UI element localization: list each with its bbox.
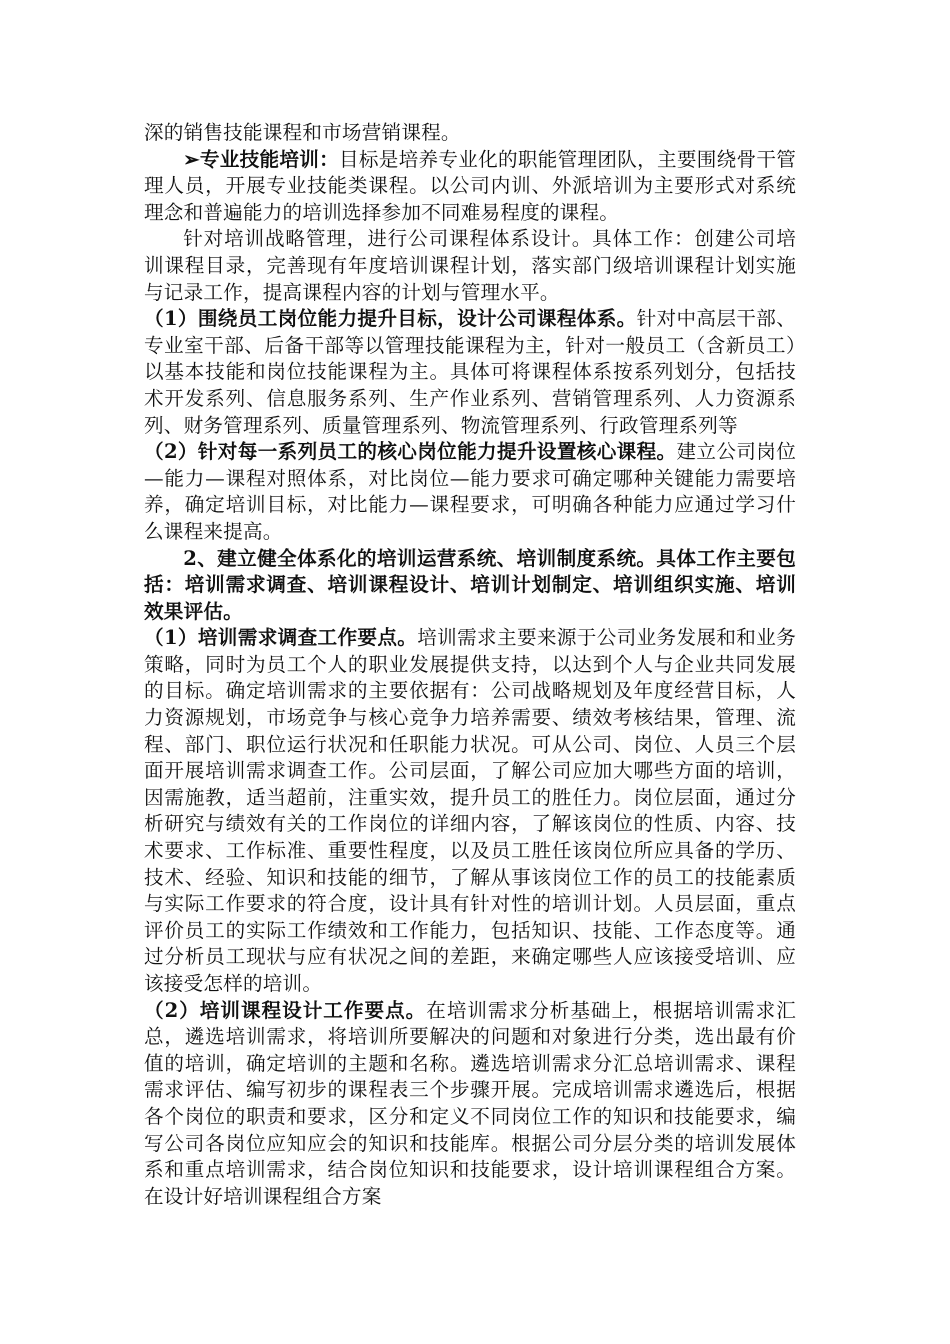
- paragraph-4: [144, 306, 796, 439]
- paragraph-4-text: 针对中高层干部、专业室干部、后备干部等以管理技能课程为主，针对一般员工（含新员工）以基本技能和岗位技能课程为主。具体可将课程体系按系列划分，包括技术开发系列、信息服务系列、生产作业系列、营销管理系列、人力资源系列、财务管理系列、质量管理系列、物流管理系列、行政管理系列等: [144, 307, 796, 437]
- paragraph-5: [144, 439, 796, 545]
- paragraph-8-text: 在培训需求分析基础上，根据培训需求汇总，遴选培训需求，将培训所要解决的问题和对象进行分类，选出最有价值的培训，确定培训的主题和名称。遴选培训需求分汇总培训需求、课程需求评估、编写初步的课程表三个步骤开展。完成培训需求遴选后，根据各个岗位的职责和要求，区分和定义不同岗位工作的知识和技能要求，编写公司各岗位应知应会的知识和技能库。根据公司分层分类的培训发展体系和重点培训需求，结合岗位知识和技能要求，设计培训课程组合方案。在设计好培训课程组合方案: [144, 998, 796, 1208]
- document-body: [144, 120, 796, 1210]
- paragraph-2: [144, 147, 796, 227]
- paragraph-4-heading: （1）围绕员工岗位能力提升目标，设计公司课程体系。: [144, 307, 637, 331]
- paragraph-6-heading: 2、建立健全体系化的培训运营系统、培训制度系统。具体工作主要包括：培训需求调查、培训课程设计、培训计划制定、培训组织实施、培训效果评估。: [144, 546, 796, 623]
- paragraph-7-heading: （1）培训需求调查工作要点。: [144, 626, 418, 650]
- paragraph-3: [144, 226, 796, 306]
- paragraph-5-text: 建立公司岗位—能力—课程对照体系，对比岗位—能力要求可确定哪种关键能力需要培养，确定培训目标，对比能力—课程要求，可明确各种能力应通过学习什么课程来提高。: [144, 440, 796, 543]
- paragraph-8-heading: （2）培训课程设计工作要点。: [144, 998, 427, 1022]
- paragraph-8: [144, 998, 796, 1211]
- paragraph-7: [144, 625, 796, 997]
- paragraph-1: [144, 120, 796, 147]
- arrow-bullet-icon: ➢: [183, 147, 200, 171]
- paragraph-3-text: 针对培训战略管理，进行公司课程体系设计。具体工作：创建公司培训课程目录，完善现有年度培训课程计划，落实部门级培训课程计划实施与记录工作，提高课程内容的计划与管理水平。: [144, 227, 796, 304]
- paragraph-1-text: 深的销售技能课程和市场营销课程。: [144, 121, 461, 144]
- paragraph-2-heading: 专业技能培训：: [199, 147, 339, 171]
- paragraph-6: [144, 546, 796, 626]
- paragraph-5-heading: （2）针对每一系列员工的核心岗位能力提升设置核心课程。: [144, 440, 677, 464]
- paragraph-7-text: 培训需求主要来源于公司业务发展和和业务策略，同时为员工个人的职业发展提供支持，以达到个人与企业共同发展的目标。确定培训需求的主要依据有：公司战略规划及年度经营目标，人力资源规划，市场竞争与核心竞争力培养需要、绩效考核结果，管理、流程、部门、职位运行状况和任职能力状况。可从公司、岗位、人员三个层面开展培训需求调查工作。公司层面，了解公司应加大哪些方面的培训，因需施教，适当超前，注重实效，提升员工的胜任力。岗位层面，通过分析研究与绩效有关的工作岗位的详细内容，了解该岗位的性质、内容、技术要求、工作标准、重要性程度，以及员工胜任该岗位所应具备的学历、技术、经验、知识和技能的细节，了解从事该岗位工作的员工的技能素质与实际工作要求的符合度，设计具有针对性的培训计划。人员层面，重点评价员工的实际工作绩效和工作能力，包括知识、技能、工作态度等。通过分析员工现状与应有状况之间的差距，来确定哪些人应该接受培训、应该接受怎样的培训。: [144, 626, 796, 995]
- paragraph-2-text: 目标是培养专业化的职能管理团队，主要围绕骨干管理人员，开展专业技能类课程。以公司内训、外派培训为主要形式对系统理念和普遍能力的培训选择参加不同难易程度的课程。: [144, 147, 796, 224]
